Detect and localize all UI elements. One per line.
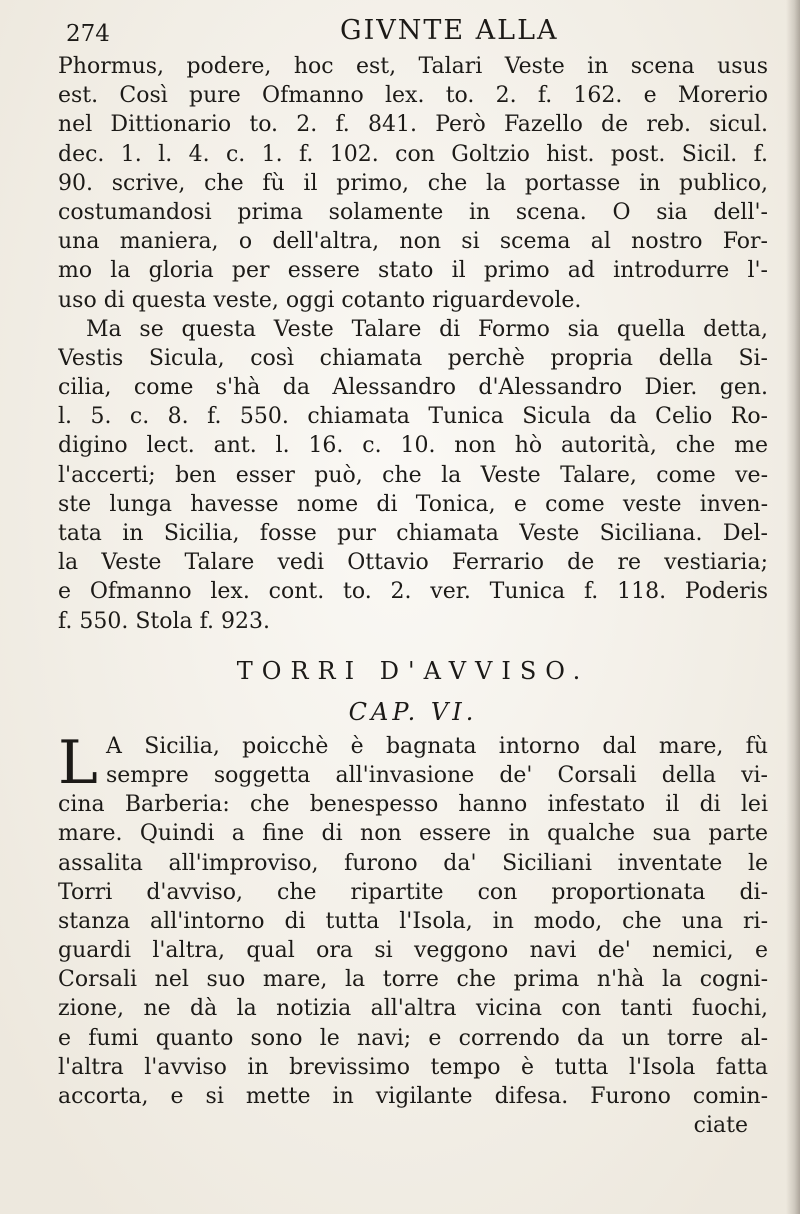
paragraph-2 — [58, 315, 768, 636]
text-line: costumandosi prima solamente in scena. O sia dell'- — [58, 199, 768, 225]
text-line: f. 550. Stola f. 923. — [58, 608, 270, 634]
text-line: cina Barberia: che benespesso hanno infestato il di lei — [58, 792, 768, 818]
paragraph-3 — [58, 727, 768, 1111]
text-line: Torri d'avviso, che ripartite con proportionata di- — [58, 879, 768, 905]
paragraph-1 — [58, 52, 768, 315]
text-line: zione, ne dà la notizia all'altra vicina con tanti fuochi, — [58, 996, 768, 1022]
text-line: tata in Sicilia, fosse pur chiamata Veste Siciliana. Del- — [58, 521, 768, 546]
text-line: est. Così pure Ofmanno lex. to. 2. f. 162. e Morerio — [58, 83, 768, 109]
page-gutter-shadow — [786, 0, 800, 1214]
text-line: digino lect. ant. l. 16. c. 10. non hò autorità, che me — [58, 433, 768, 459]
text-line: Ma se questa Veste Talare di Formo sia quella detta, — [86, 316, 768, 342]
text-line: Vestis Sicula, così chiamata perchè propria della Si- — [58, 345, 768, 371]
catchword: ciate — [693, 1113, 748, 1139]
text-line: e fumi quanto sono le navi; e correndo da un torre al- — [58, 1025, 768, 1051]
text-line: la Veste Talare vedi Ottavio Ferrario de re vestiaria; — [58, 550, 768, 576]
chapter-heading: CAP. VI. — [348, 697, 478, 726]
text-line: nel Dittionario to. 2. f. 841. Però Fazello de reb. sicul. — [58, 112, 768, 138]
text-line: una maniera, o dell'altra, non si scema al nostro For- — [58, 229, 768, 255]
text-line: sempre soggetta all'invasione de' Corsali della vi- — [106, 762, 768, 788]
text-line: ste lunga havesse nome di Tonica, e come veste inven- — [58, 491, 768, 517]
text-line: A Sicilia, poicchè è bagnata intorno dal mare, fù — [106, 733, 768, 759]
drop-cap: L — [58, 727, 98, 798]
text-line: l'altra l'avviso in brevissimo tempo è tutta l'Isola fatta — [58, 1054, 768, 1080]
page-number: 274 — [66, 21, 110, 47]
text-line: Corsali nel suo mare, la torre che prima n'hà la cogni- — [58, 967, 768, 993]
section-heading: TORRI D'AVVISO. — [236, 656, 590, 685]
text-line: Phormus, podere, hoc est, Talari Veste in scena usus — [58, 54, 768, 79]
text-block — [58, 0, 768, 1140]
text-line: assalita all'improviso, furono da' Siciliani inventate le — [58, 850, 768, 876]
text-line: l. 5. c. 8. f. 550. chiamata Tunica Sicula da Celio Ro- — [58, 404, 768, 430]
text-line: e Ofmanno lex. cont. to. 2. ver. Tunica f. 118. Poderis — [58, 579, 768, 605]
text-line: dec. 1. l. 4. c. 1. f. 102. con Goltzio hist. post. Sicil. f. — [58, 141, 768, 167]
text-line: accorta, e si mette in vigilante difesa. Furono comin- — [58, 1084, 768, 1109]
text-line: mare. Quindi a fine di non essere in qualche sua parte — [58, 821, 768, 847]
text-line: l'accerti; ben esser può, che la Veste Talare, come ve- — [58, 462, 768, 488]
text-line: stanza all'intorno di tutta l'Isola, in modo, che una ri- — [58, 908, 768, 934]
text-line: 90. scrive, che fù il primo, che la portasse in publico, — [58, 170, 768, 196]
text-line: mo la gloria per essere stato il primo ad introdurre l'- — [58, 258, 768, 284]
text-line: cilia, come s'hà da Alessandro d'Alessandro Dier. gen. — [58, 375, 768, 401]
running-head — [58, 16, 768, 52]
text-line: guardi l'altra, qual ora si veggono navi de' nemici, e — [58, 938, 768, 964]
text-line: uso di questa veste, oggi cotanto riguardevole. — [58, 287, 582, 313]
running-title: GIVNTE ALLA — [340, 15, 559, 46]
